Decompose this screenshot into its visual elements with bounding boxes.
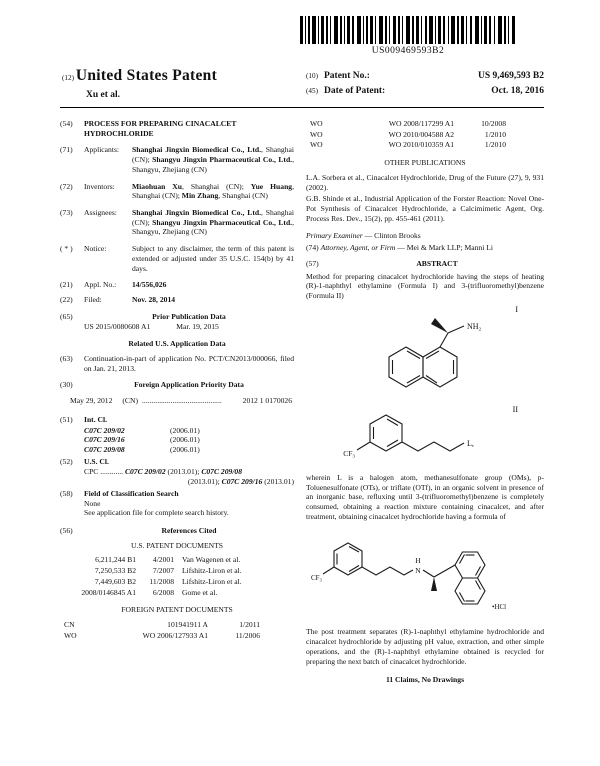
date-of-patent-label: Date of Patent: (324, 86, 386, 97)
field-num: (57) (306, 258, 319, 268)
table-row (60, 588, 294, 598)
table-row (306, 130, 544, 140)
inventor-short-name: Xu et al. (86, 89, 121, 100)
header-rule (60, 107, 544, 108)
field-22-filed (60, 295, 294, 305)
nitrogen-label: N (415, 566, 421, 576)
right-column (306, 119, 544, 685)
table-row (306, 119, 544, 129)
document-kind-title (62, 66, 217, 86)
prior-pub-line (60, 322, 294, 332)
field-72-inventors (60, 182, 294, 201)
abstract-post-treatment: The post treatment separates (R)-1-naphthyl ethylamine hydrochloride and cinacalcet hydrochloride by adjusting pH value, extraction, and other simple operations, and the (R)-1-naphthyl ethylamine obtained is recycled for preparing the next batch of cinacalcet hydrochloride. (306, 627, 544, 666)
publication-ref: L.A. Sorbera et al., Cinacalcet Hydrochloride, Drug of the Future (27), 9, 931 (2002). (306, 172, 544, 192)
us-cl-heading: U.S. Cl. (84, 456, 109, 466)
class-code: C07C 209/02 (84, 425, 125, 435)
publication-ref: G.B. Shinde et al., Industrial Application of the Forster Reaction: Novel One-Pot Synthesis of Cinacalcet Hydrochloride, a Calcimimetic Agent, Org. Process Res. Dev., 15(2), pp. 455-461 (2011). (306, 194, 544, 223)
cinacalcet-figure (306, 525, 544, 623)
field-num: (65) (60, 311, 73, 321)
cinacalcet-structure (310, 525, 540, 621)
assignees-value: Shanghai Jingxin Biomedical Co., Ltd., Shanghai (CN); Shangyu Jingxin Pharmaceutical Co., Ltd., Shangyu, Zhejiang (CN) (132, 208, 294, 237)
foreign-docs-heading: FOREIGN PATENT DOCUMENTS (121, 605, 233, 615)
country-code: CN (64, 620, 75, 630)
hcl-label: •HCl (492, 603, 507, 612)
field-57-abstract (306, 259, 544, 269)
nh-hydrogen-label: H (415, 556, 421, 566)
field-num: (73) (60, 208, 73, 218)
barcode (300, 16, 516, 57)
doc-number: WO 2010/004588 A2 (388, 129, 454, 139)
appl-no-label: Appl. No.: (84, 280, 117, 290)
cf3-label: CF₃ (310, 574, 322, 583)
doc-number: WO 2010/010359 A1 (388, 140, 454, 150)
table-row (306, 140, 544, 150)
int-cl-row (60, 445, 294, 455)
doc-date: 1/2011 (239, 620, 260, 630)
doc-number: WO 2008/117299 A1 (388, 119, 454, 128)
search-note: See application file for complete search history. (84, 508, 229, 518)
cf3-label: CF₃ (343, 448, 355, 458)
claims-drawings-line: 11 Claims, No Drawings (385, 675, 465, 685)
nh2-label: NH₂ (467, 321, 482, 331)
doc-date: 7/2007 (152, 566, 174, 576)
field-65-prior-pub (60, 312, 294, 322)
applicants-value: Shanghai Jingxin Biomedical Co., Ltd., Shanghai (CN); Shangyu Jingxin Pharmaceutical Co., Ltd., Shangyu, Zhejiang (CN) (132, 145, 294, 174)
field-51-int-cl (60, 415, 294, 425)
doc-date: 1/2010 (484, 129, 506, 139)
barcode-bars (300, 16, 516, 44)
patent-no-label: Patent No.: (324, 71, 370, 81)
table-row (60, 577, 294, 587)
field-71-applicants (60, 145, 294, 174)
class-version: (2006.01) (170, 435, 200, 445)
priority-line (60, 396, 294, 406)
field-21-appl-no (60, 280, 294, 290)
field-num: (58) (60, 488, 73, 498)
field-52-us-cl (60, 457, 294, 467)
doc-number: 7,449,603 B2 (94, 576, 136, 586)
invention-title: PROCESS FOR PREPARING CINACALCET HYDROCHLORIDE (84, 119, 237, 138)
field-num: (71) (60, 145, 73, 155)
us-docs-heading: U.S. PATENT DOCUMENTS (131, 540, 223, 550)
assignees-label: Assignees: (84, 208, 117, 218)
abstract-wherein: wherein L is a halogen atom, methanesulfonate group (OMs), p-Toluenesulfonate (OTs), or triflate (OTf), in an organic solvent in presence of an inorganic base, refluxing until 3-(trifluoromethyl)benzene is completely consumed, obtaining a reaction mixture containing cinacalcet, and after treatment, obtaining cinacalcet hydrochloride having a formula of (306, 472, 544, 521)
doc-number: 2008/0146845 A1 (81, 587, 136, 597)
country-code: WO (310, 119, 323, 128)
doc-number: 101941911 A (167, 620, 208, 630)
class-version: (2006.01) (170, 444, 200, 454)
field-num: (30) (60, 380, 73, 390)
doc-name: Lifshitz-Liron et al. (182, 566, 242, 576)
patent-no-value: US 9,469,593 B2 (478, 71, 544, 81)
priority-app-no: 2012 1 0170026 (242, 396, 292, 406)
field-56-references (60, 526, 294, 536)
class-code: C07C 209/08 (84, 444, 125, 454)
formula-2-structure (334, 405, 534, 467)
doc-date: 4/2001 (152, 555, 174, 565)
field-notice (60, 244, 294, 273)
doc-number: WO 2006/127933 A1 (142, 630, 208, 640)
cpc-line-1: CPC ............ C07C 209/02 (2013.01); C07C 209/08 (84, 467, 243, 477)
patent-date-row (306, 85, 544, 97)
field-63-related (60, 354, 294, 373)
doc-number: 7,250,533 B2 (94, 566, 136, 576)
leaving-group-label: L, (467, 438, 474, 448)
field-num: (63) (60, 353, 73, 363)
doc-date: 10/2008 (481, 119, 506, 128)
priority-date: May 29, 2012 (70, 396, 113, 406)
pub-number: US 2015/0080608 A1 (84, 321, 151, 331)
doc-date: 11/2006 (235, 630, 260, 640)
primary-examiner-line: Primary Examiner — Clinton Brooks (306, 231, 421, 241)
field-num: (51) (60, 414, 73, 424)
leader-dots: .......................................... (142, 396, 222, 406)
table-row (60, 555, 294, 565)
formula-1-structure (346, 305, 526, 399)
pub-date: Mar. 19, 2015 (176, 321, 219, 331)
abstract-intro: Method for preparing cinacalcet hydrochloride having the steps of heating (R)-1-naphthyl ethylamine (Formula I) and 3-(trifluoromethyl)benzene (Formula II) (306, 271, 544, 301)
field-num: (22) (60, 295, 73, 305)
field-num: (72) (60, 181, 73, 191)
formula-1-label: I (515, 304, 518, 314)
page-title: United States Patent (75, 67, 218, 84)
field-30-priority (60, 380, 294, 390)
notice-label: Notice: (84, 244, 107, 254)
priority-heading: Foreign Application Priority Data (134, 380, 244, 390)
formula-1-figure (306, 305, 544, 401)
field-num: (54) (60, 119, 73, 128)
related-data-heading: Related U.S. Application Data (128, 339, 226, 349)
cpc-line-2: (2013.01); C07C 209/16 (2013.01) (187, 477, 294, 487)
field-45-num: (45) (306, 87, 318, 96)
field-54-title (60, 119, 294, 138)
field-num: (52) (60, 456, 73, 466)
country-code: WO (310, 140, 323, 150)
header-left (62, 66, 217, 101)
appl-no-value: 14/556,026 (132, 280, 167, 290)
search-none: None (84, 498, 101, 508)
prior-pub-heading: Prior Publication Data (152, 311, 226, 321)
priority-country: (CN) (122, 396, 139, 406)
table-row (60, 566, 294, 576)
table-row (60, 620, 294, 630)
date-of-patent-value: Oct. 18, 2016 (491, 86, 544, 97)
doc-name: Van Wagenen et al. (182, 555, 241, 565)
formula-2-label: II (512, 404, 518, 414)
field-73-assignees (60, 208, 294, 237)
int-cl-heading: Int. Cl. (84, 414, 107, 424)
table-row (60, 631, 294, 641)
inventors-value: Miaohuan Xu, Shanghai (CN); Yue Huang, Shanghai (CN); Min Zhang, Shanghai (CN) (132, 181, 294, 201)
notice-text: Subject to any disclaimer, the term of this patent is extended or adjusted under 35 U.S.C. 154(b) by 41 days. (132, 244, 294, 273)
left-column (60, 119, 294, 641)
kind-code-num: (12) (62, 74, 74, 82)
field-num: (56) (60, 526, 73, 535)
int-cl-row (60, 435, 294, 445)
country-code: WO (310, 129, 323, 139)
inventors-label: Inventors: (84, 181, 115, 191)
field-num: (21) (60, 280, 73, 290)
references-heading: References Cited (161, 526, 217, 535)
barcode-number: US009469593B2 (371, 46, 445, 56)
int-cl-row (60, 426, 294, 436)
header-right (306, 70, 544, 100)
attorney-line: (74) Attorney, Agent, or Firm — Mei & Mark LLP; Manni Li (306, 243, 493, 253)
other-pubs-heading: OTHER PUBLICATIONS (384, 158, 466, 168)
patent-number-row (306, 70, 544, 82)
country-code: WO (64, 630, 77, 640)
field-10-num: (10) (306, 72, 318, 80)
class-code: C07C 209/16 (84, 435, 125, 445)
doc-name: Gome et al. (182, 587, 218, 597)
doc-date: 11/2008 (149, 576, 174, 586)
filed-label: Filed: (84, 295, 102, 305)
doc-date: 1/2010 (484, 140, 506, 150)
filed-value: Nov. 28, 2014 (132, 295, 176, 305)
doc-number: 6,211,244 B1 (95, 555, 136, 565)
doc-date: 6/2008 (152, 587, 174, 597)
doc-name: Lifshitz-Liron et al. (182, 576, 242, 586)
class-version: (2006.01) (170, 425, 200, 435)
field-num: ( * ) (60, 244, 73, 254)
related-text: Continuation-in-part of application No. PCT/CN2013/000066, filed on Jan. 21, 2013. (84, 353, 294, 373)
field-58-search (60, 489, 294, 499)
formula-2-figure (306, 405, 544, 469)
abstract-heading: ABSTRACT (416, 258, 458, 268)
applicants-label: Applicants: (84, 145, 120, 155)
search-heading: Field of Classification Search (84, 488, 179, 498)
